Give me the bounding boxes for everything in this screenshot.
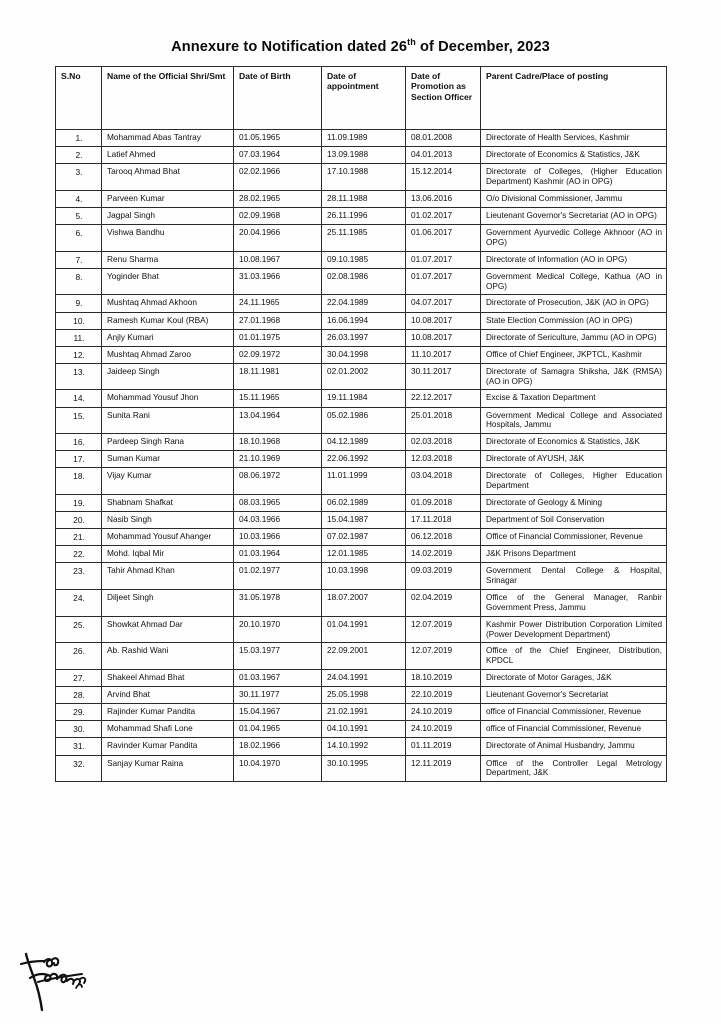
cell-sno: 25. — [56, 616, 102, 643]
cell-date-of-birth: 01.01.1975 — [234, 329, 322, 346]
table-row — [56, 643, 667, 670]
cell-sno: 22. — [56, 546, 102, 563]
cell-sno: 24. — [56, 590, 102, 617]
cell-date-of-birth: 27.01.1968 — [234, 312, 322, 329]
cell-date-of-birth: 28.02.1965 — [234, 190, 322, 207]
cell-date-of-appointment: 12.01.1985 — [322, 546, 406, 563]
cell-date-of-appointment: 04.10.1991 — [322, 721, 406, 738]
cell-date-of-appointment: 15.04.1987 — [322, 512, 406, 529]
column-header-date-of-birth: Date of Birth — [234, 67, 322, 130]
cell-parent-cadre: Office of the General Manager, Ranbir Government Press, Jammu — [481, 590, 667, 617]
cell-date-of-appointment: 19.11.1984 — [322, 390, 406, 407]
cell-date-of-birth: 18.02.1966 — [234, 738, 322, 755]
cell-sno: 7. — [56, 251, 102, 268]
cell-date-of-appointment: 11.01.1999 — [322, 468, 406, 495]
cell-parent-cadre: O/o Divisional Commissioner, Jammu — [481, 190, 667, 207]
cell-date-of-appointment: 28.11.1988 — [322, 190, 406, 207]
cell-date-of-appointment: 25.11.1985 — [322, 225, 406, 252]
cell-official-name: Mohammad Yousuf Ahanger — [102, 529, 234, 546]
cell-date-of-appointment: 05.02.1986 — [322, 407, 406, 434]
cell-official-name: Parveen Kumar — [102, 190, 234, 207]
cell-date-of-promotion: 01.06.2017 — [406, 225, 481, 252]
cell-official-name: Tarooq Ahmad Bhat — [102, 164, 234, 191]
cell-parent-cadre: Directorate of Animal Husbandry, Jammu — [481, 738, 667, 755]
cell-date-of-promotion: 25.01.2018 — [406, 407, 481, 434]
cell-parent-cadre: Lieutenant Governor's Secretariat — [481, 687, 667, 704]
table-row — [56, 495, 667, 512]
table-row — [56, 468, 667, 495]
cell-parent-cadre: Directorate of Prosecution, J&K (AO in OPG) — [481, 295, 667, 312]
cell-sno: 23. — [56, 563, 102, 590]
cell-date-of-promotion: 12.03.2018 — [406, 451, 481, 468]
table-row — [56, 390, 667, 407]
cell-date-of-promotion: 01.07.2017 — [406, 268, 481, 295]
cell-date-of-promotion: 02.04.2019 — [406, 590, 481, 617]
cell-parent-cadre: Directorate of Health Services, Kashmir — [481, 130, 667, 147]
cell-parent-cadre: Directorate of Motor Garages, J&K — [481, 670, 667, 687]
cell-date-of-promotion: 10.08.2017 — [406, 312, 481, 329]
table-header — [56, 67, 667, 130]
cell-official-name: Rajinder Kumar Pandita — [102, 704, 234, 721]
cell-date-of-promotion: 22.12.2017 — [406, 390, 481, 407]
table-row — [56, 451, 667, 468]
cell-date-of-birth: 13.04.1964 — [234, 407, 322, 434]
cell-date-of-birth: 08.06.1972 — [234, 468, 322, 495]
cell-sno: 12. — [56, 346, 102, 363]
annexure-table-wrapper — [55, 66, 666, 782]
cell-date-of-appointment: 26.03.1997 — [322, 329, 406, 346]
cell-parent-cadre: Government Medical College, Kathua (AO in OPG) — [481, 268, 667, 295]
cell-date-of-appointment: 21.02.1991 — [322, 704, 406, 721]
cell-date-of-promotion: 04.01.2013 — [406, 147, 481, 164]
table-row — [56, 130, 667, 147]
cell-official-name: Mohd. Iqbal Mir — [102, 546, 234, 563]
cell-date-of-birth: 02.09.1968 — [234, 207, 322, 224]
table-row — [56, 529, 667, 546]
cell-date-of-promotion: 06.12.2018 — [406, 529, 481, 546]
table-row — [56, 407, 667, 434]
cell-sno: 6. — [56, 225, 102, 252]
cell-date-of-promotion: 01.07.2017 — [406, 251, 481, 268]
title-prefix: Annexure to Notification dated 26 — [171, 39, 408, 55]
cell-date-of-appointment: 10.03.1998 — [322, 563, 406, 590]
table-row — [56, 363, 667, 390]
cell-official-name: Showkat Ahmad Dar — [102, 616, 234, 643]
cell-date-of-promotion: 22.10.2019 — [406, 687, 481, 704]
cell-date-of-birth: 10.04.1970 — [234, 755, 322, 782]
table-row — [56, 268, 667, 295]
cell-sno: 19. — [56, 495, 102, 512]
cell-date-of-birth: 24.11.1965 — [234, 295, 322, 312]
cell-date-of-birth: 01.05.1965 — [234, 130, 322, 147]
cell-official-name: Anjly Kumari — [102, 329, 234, 346]
cell-date-of-promotion: 02.03.2018 — [406, 434, 481, 451]
cell-date-of-appointment: 13.09.1988 — [322, 147, 406, 164]
cell-date-of-birth: 31.03.1966 — [234, 268, 322, 295]
table-row — [56, 546, 667, 563]
cell-date-of-promotion: 13.06.2016 — [406, 190, 481, 207]
cell-date-of-birth: 08.03.1965 — [234, 495, 322, 512]
cell-date-of-appointment: 22.04.1989 — [322, 295, 406, 312]
cell-date-of-birth: 18.11.1981 — [234, 363, 322, 390]
table-row — [56, 616, 667, 643]
cell-sno: 31. — [56, 738, 102, 755]
cell-parent-cadre: J&K Prisons Department — [481, 546, 667, 563]
table-row — [56, 687, 667, 704]
column-header-date-of-promotion: Date of Promotion as Section Officer — [406, 67, 481, 130]
cell-date-of-appointment: 09.10.1985 — [322, 251, 406, 268]
table-row — [56, 295, 667, 312]
cell-date-of-birth: 21.10.1969 — [234, 451, 322, 468]
table-row — [56, 721, 667, 738]
cell-parent-cadre: office of Financial Commissioner, Revenue — [481, 721, 667, 738]
cell-date-of-appointment: 22.09.2001 — [322, 643, 406, 670]
cell-date-of-promotion: 01.11.2019 — [406, 738, 481, 755]
column-header-sno: S.No — [56, 67, 102, 130]
cell-parent-cadre: Directorate of AYUSH, J&K — [481, 451, 667, 468]
title-ordinal-suffix: th — [407, 37, 416, 48]
cell-date-of-birth: 20.10.1970 — [234, 616, 322, 643]
cell-date-of-promotion: 30.11.2017 — [406, 363, 481, 390]
cell-sno: 10. — [56, 312, 102, 329]
cell-date-of-appointment: 18.07.2007 — [322, 590, 406, 617]
cell-date-of-birth: 31.05.1978 — [234, 590, 322, 617]
cell-date-of-birth: 30.11.1977 — [234, 687, 322, 704]
cell-date-of-promotion: 09.03.2019 — [406, 563, 481, 590]
cell-date-of-promotion: 04.07.2017 — [406, 295, 481, 312]
column-header-parent-cadre: Parent Cadre/Place of posting — [481, 67, 667, 130]
table-row — [56, 512, 667, 529]
cell-sno: 1. — [56, 130, 102, 147]
cell-date-of-birth: 01.04.1965 — [234, 721, 322, 738]
cell-parent-cadre: Office of the Chief Engineer, Distribution, KPDCL — [481, 643, 667, 670]
cell-date-of-birth: 15.03.1977 — [234, 643, 322, 670]
cell-date-of-birth: 15.04.1967 — [234, 704, 322, 721]
cell-official-name: Mohammad Shafi Lone — [102, 721, 234, 738]
cell-date-of-promotion: 03.04.2018 — [406, 468, 481, 495]
table-row — [56, 207, 667, 224]
cell-sno: 13. — [56, 363, 102, 390]
cell-parent-cadre: Directorate of Economics & Statistics, J&K — [481, 147, 667, 164]
cell-parent-cadre: Directorate of Samagra Shiksha, J&K (RMSA) (AO in OPG) — [481, 363, 667, 390]
cell-official-name: Nasib Singh — [102, 512, 234, 529]
cell-parent-cadre: Directorate of Colleges, (Higher Education Department) Kashmir (AO in OPG) — [481, 164, 667, 191]
cell-date-of-appointment: 16.06.1994 — [322, 312, 406, 329]
cell-sno: 30. — [56, 721, 102, 738]
table-row — [56, 312, 667, 329]
cell-sno: 5. — [56, 207, 102, 224]
cell-date-of-appointment: 17.10.1988 — [322, 164, 406, 191]
cell-date-of-birth: 10.03.1966 — [234, 529, 322, 546]
cell-parent-cadre: Kashmir Power Distribution Corporation Limited (Power Development Department) — [481, 616, 667, 643]
cell-date-of-birth: 15.11.1965 — [234, 390, 322, 407]
table-row — [56, 147, 667, 164]
cell-official-name: Ravinder Kumar Pandita — [102, 738, 234, 755]
cell-sno: 20. — [56, 512, 102, 529]
table-row — [56, 164, 667, 191]
cell-sno: 11. — [56, 329, 102, 346]
cell-parent-cadre: Government Dental College & Hospital, Srinagar — [481, 563, 667, 590]
cell-sno: 29. — [56, 704, 102, 721]
cell-date-of-promotion: 01.02.2017 — [406, 207, 481, 224]
cell-date-of-birth: 04.03.1966 — [234, 512, 322, 529]
table-row — [56, 434, 667, 451]
table-row — [56, 738, 667, 755]
cell-official-name: Mushtaq Ahmad Akhoon — [102, 295, 234, 312]
cell-parent-cadre: Government Ayurvedic College Akhnoor (AO in OPG) — [481, 225, 667, 252]
cell-parent-cadre: Government Medical College and Associated Hospitals, Jammu — [481, 407, 667, 434]
cell-official-name: Shakeel Ahmad Bhat — [102, 670, 234, 687]
cell-sno: 32. — [56, 755, 102, 782]
cell-official-name: Mohammad Yousuf Jhon — [102, 390, 234, 407]
table-header-row — [56, 67, 667, 130]
cell-sno: 15. — [56, 407, 102, 434]
cell-date-of-birth: 01.03.1967 — [234, 670, 322, 687]
cell-date-of-birth: 10.08.1967 — [234, 251, 322, 268]
cell-official-name: Jagpal Singh — [102, 207, 234, 224]
cell-sno: 21. — [56, 529, 102, 546]
cell-parent-cadre: Directorate of Economics & Statistics, J&K — [481, 434, 667, 451]
cell-parent-cadre: office of Financial Commissioner, Revenue — [481, 704, 667, 721]
cell-date-of-appointment: 02.01.2002 — [322, 363, 406, 390]
cell-date-of-appointment: 24.04.1991 — [322, 670, 406, 687]
table-row — [56, 190, 667, 207]
cell-date-of-appointment: 04.12.1989 — [322, 434, 406, 451]
cell-date-of-appointment: 30.10.1995 — [322, 755, 406, 782]
cell-date-of-birth: 02.09.1972 — [234, 346, 322, 363]
table-body — [56, 130, 667, 782]
cell-sno: 18. — [56, 468, 102, 495]
cell-date-of-promotion: 10.08.2017 — [406, 329, 481, 346]
cell-official-name: Pardeep Singh Rana — [102, 434, 234, 451]
table-row — [56, 755, 667, 782]
cell-date-of-appointment: 30.04.1998 — [322, 346, 406, 363]
cell-parent-cadre: Department of Soil Conservation — [481, 512, 667, 529]
annexure-table — [55, 66, 667, 782]
cell-date-of-birth: 07.03.1964 — [234, 147, 322, 164]
column-header-name: Name of the Official Shri/Smt — [102, 67, 234, 130]
table-row — [56, 590, 667, 617]
cell-official-name: Ab. Rashid Wani — [102, 643, 234, 670]
cell-sno: 28. — [56, 687, 102, 704]
cell-sno: 3. — [56, 164, 102, 191]
cell-official-name: Latief Ahmed — [102, 147, 234, 164]
cell-official-name: Vishwa Bandhu — [102, 225, 234, 252]
cell-sno: 26. — [56, 643, 102, 670]
cell-parent-cadre: Directorate of Information (AO in OPG) — [481, 251, 667, 268]
cell-sno: 2. — [56, 147, 102, 164]
cell-date-of-appointment: 25.05.1998 — [322, 687, 406, 704]
cell-official-name: Tahir Ahmad Khan — [102, 563, 234, 590]
cell-parent-cadre: Office of Financial Commissioner, Revenue — [481, 529, 667, 546]
cell-sno: 8. — [56, 268, 102, 295]
cell-date-of-promotion: 17.11.2018 — [406, 512, 481, 529]
cell-parent-cadre: Directorate of Geology & Mining — [481, 495, 667, 512]
cell-date-of-appointment: 02.08.1986 — [322, 268, 406, 295]
cell-parent-cadre: Directorate of Sericulture, Jammu (AO in OPG) — [481, 329, 667, 346]
cell-date-of-promotion: 14.02.2019 — [406, 546, 481, 563]
cell-date-of-appointment: 26.11.1996 — [322, 207, 406, 224]
table-row — [56, 563, 667, 590]
cell-sno: 9. — [56, 295, 102, 312]
cell-sno: 27. — [56, 670, 102, 687]
cell-date-of-promotion: 12.11.2019 — [406, 755, 481, 782]
cell-date-of-birth: 01.03.1964 — [234, 546, 322, 563]
cell-date-of-appointment: 07.02.1987 — [322, 529, 406, 546]
cell-date-of-promotion: 18.10.2019 — [406, 670, 481, 687]
cell-date-of-appointment: 01.04.1991 — [322, 616, 406, 643]
table-row — [56, 346, 667, 363]
cell-sno: 17. — [56, 451, 102, 468]
cell-date-of-birth: 18.10.1968 — [234, 434, 322, 451]
cell-date-of-promotion: 01.09.2018 — [406, 495, 481, 512]
cell-date-of-appointment: 11.09.1989 — [322, 130, 406, 147]
cell-official-name: Mushtaq Ahmad Zaroo — [102, 346, 234, 363]
cell-date-of-appointment: 22.06.1992 — [322, 451, 406, 468]
cell-date-of-promotion: 11.10.2017 — [406, 346, 481, 363]
cell-parent-cadre: State Election Commission (AO in OPG) — [481, 312, 667, 329]
cell-official-name: Arvind Bhat — [102, 687, 234, 704]
cell-official-name: Diljeet Singh — [102, 590, 234, 617]
cell-sno: 14. — [56, 390, 102, 407]
cell-date-of-birth: 02.02.1966 — [234, 164, 322, 191]
title-suffix: of December, 2023 — [415, 39, 550, 55]
cell-date-of-promotion: 15.12.2014 — [406, 164, 481, 191]
cell-official-name: Vijay Kumar — [102, 468, 234, 495]
cell-official-name: Suman Kumar — [102, 451, 234, 468]
cell-official-name: Mohammad Abas Tantray — [102, 130, 234, 147]
cell-date-of-promotion: 08.01.2008 — [406, 130, 481, 147]
cell-parent-cadre: Excise & Taxation Department — [481, 390, 667, 407]
handwritten-signature — [18, 948, 138, 1018]
table-row — [56, 704, 667, 721]
cell-official-name: Sunita Rani — [102, 407, 234, 434]
cell-parent-cadre: Office of Chief Engineer, JKPTCL, Kashmir — [481, 346, 667, 363]
cell-date-of-birth: 20.04.1966 — [234, 225, 322, 252]
cell-official-name: Sanjay Kumar Raina — [102, 755, 234, 782]
cell-date-of-promotion: 12.07.2019 — [406, 616, 481, 643]
cell-official-name: Shabnam Shafkat — [102, 495, 234, 512]
cell-official-name: Renu Sharma — [102, 251, 234, 268]
cell-official-name: Ramesh Kumar Koul (RBA) — [102, 312, 234, 329]
cell-date-of-appointment: 06.02.1989 — [322, 495, 406, 512]
cell-parent-cadre: Lieutenant Governor's Secretariat (AO in OPG) — [481, 207, 667, 224]
cell-parent-cadre: Directorate of Colleges, Higher Education Department — [481, 468, 667, 495]
cell-date-of-appointment: 14.10.1992 — [322, 738, 406, 755]
page-title — [0, 39, 721, 55]
cell-sno: 16. — [56, 434, 102, 451]
cell-date-of-birth: 01.02.1977 — [234, 563, 322, 590]
cell-official-name: Jaideep Singh — [102, 363, 234, 390]
cell-sno: 4. — [56, 190, 102, 207]
table-row — [56, 329, 667, 346]
cell-parent-cadre: Office of the Controller Legal Metrology Department, J&K — [481, 755, 667, 782]
table-row — [56, 225, 667, 252]
cell-date-of-promotion: 12.07.2019 — [406, 643, 481, 670]
column-header-date-of-appointment: Date of appointment — [322, 67, 406, 130]
table-row — [56, 251, 667, 268]
cell-date-of-promotion: 24.10.2019 — [406, 721, 481, 738]
table-row — [56, 670, 667, 687]
cell-official-name: Yoginder Bhat — [102, 268, 234, 295]
cell-date-of-promotion: 24.10.2019 — [406, 704, 481, 721]
